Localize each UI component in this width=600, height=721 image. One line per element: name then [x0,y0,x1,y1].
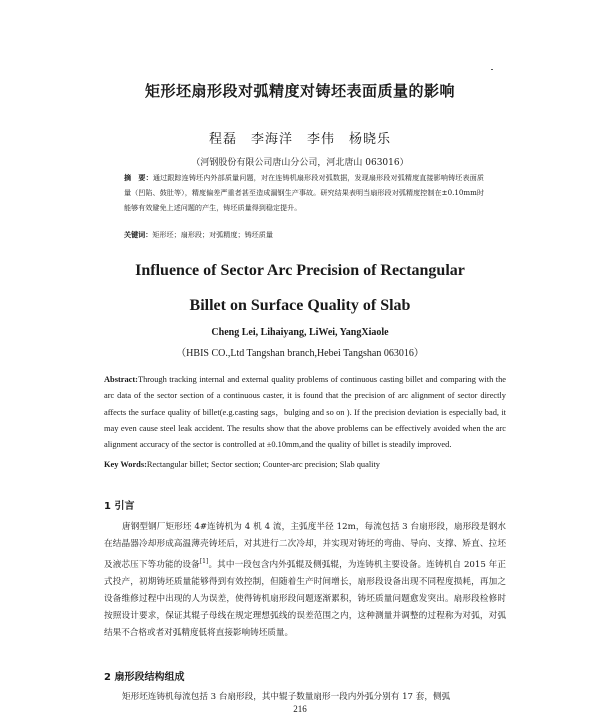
chinese-keywords-text: 矩形坯；扇形段；对弧精度；铸坯质量 [152,230,273,239]
chinese-affiliation: （河钢股份有限公司唐山分公司，河北唐山 063016） [191,158,409,168]
section-1-text-b: 。其中一段包含内外弧辊及侧弧辊，为连铸机主要设备。连铸机自 2015 年正式投产，初期铸坯质量能够得到有效控制，但随着生产时间增长，扇形段设备出现不同程度损耗，再加之设备维修过程中出现的人为误差，使得铸机扇形段问题逐渐累积，铸坯质量问题愈发突出。扇形段检修时按照设计要求，保证其辊子母线在规定理想弧线的误差范围之内，这种测量并调整的过程称为对弧，对弧结果不合格或者对弧精度低将直接影响铸坯质量。 [104,559,506,638]
section-1-heading: 1 引言 [104,501,135,512]
english-keywords-text: Rectangular billet; Sector section; Counter-arc precision; Slab quality [146,460,380,469]
chinese-abstract-text: 通过跟踪连铸坯内外部质量问题，对在连铸机扇形段对弧数据，发现扇形段对弧精度直接影响铸坯表面质量（凹陷、鼓肚等），精度偏差严重者甚至造成漏钢生产事故。研究结果表明当扇形段对弧精度控制在±0.10mm时能够有效避免上述问题的产生，铸坯质量得到稳定提升。 [124,173,485,212]
citation-ref: [1] [199,558,209,565]
english-title-line-1: Influence of Sector Arc Precision of Rectangular [135,262,465,279]
page-number: 216 [293,704,307,714]
scan-speck [491,69,493,70]
english-keywords-label: Key Words: [104,460,147,469]
english-keywords [104,460,506,469]
english-abstract-label: Abstract: [104,375,138,384]
english-abstract [104,372,506,453]
section-1-paragraph [104,519,506,642]
section-1-text-a: 唐钢型钢厂矩形坯 4#连铸机为 4 机 4 流，主弧度半径 12m，每流包括 3 台扇形段，扇形段是钢水在结晶器冷却形成高温薄壳铸坯后，对其进行二次冷却，并实现对铸坯的弯曲、导向、支撑、矫直、拉坯及液芯压下等功能的设备 [104,522,506,570]
chinese-abstract-label: 摘 要： [124,173,153,182]
english-authors: Cheng Lei, Lihaiyang, LiWei, YangXiaole [211,327,389,338]
english-title-line-2: Billet on Surface Quality of Slab [189,297,411,314]
chinese-title: 矩形坯扇形段对弧精度对铸坯表面质量的影响 [144,82,455,100]
english-abstract-text: Through tracking internal and external quality problems of continuous casting billet and comparing with the arc data of the sector section of a continuous caster, it is found that the precision of arc alignment of sector directly affects the surface quality of billet(e.g.casting sags，bulging and so on ). If the precision deviation is especially bad, it may even cause steel leak accident. The results show that the above problems can be effectively avoided when the arc alignment accuracy of the sector is controlled at ±0.10mm,and the quality of billet is steadily improved. [104,375,506,450]
chinese-authors: 程磊 李海洋 李伟 杨晓乐 [208,132,391,147]
english-affiliation: （HBIS CO.,Ltd Tangshan branch,Hebei Tangshan 063016） [176,348,424,359]
chinese-keywords-label: 关键词： [124,230,153,239]
chinese-keywords [124,230,484,240]
section-2-heading: 2 扇形段结构组成 [104,672,185,683]
section-2-paragraph: 矩形坯连铸机每流包括 3 台扇形段，其中辊子数量扇形一段内外弧分别有 17 套，侧弧 [122,692,451,702]
chinese-abstract [124,170,484,215]
